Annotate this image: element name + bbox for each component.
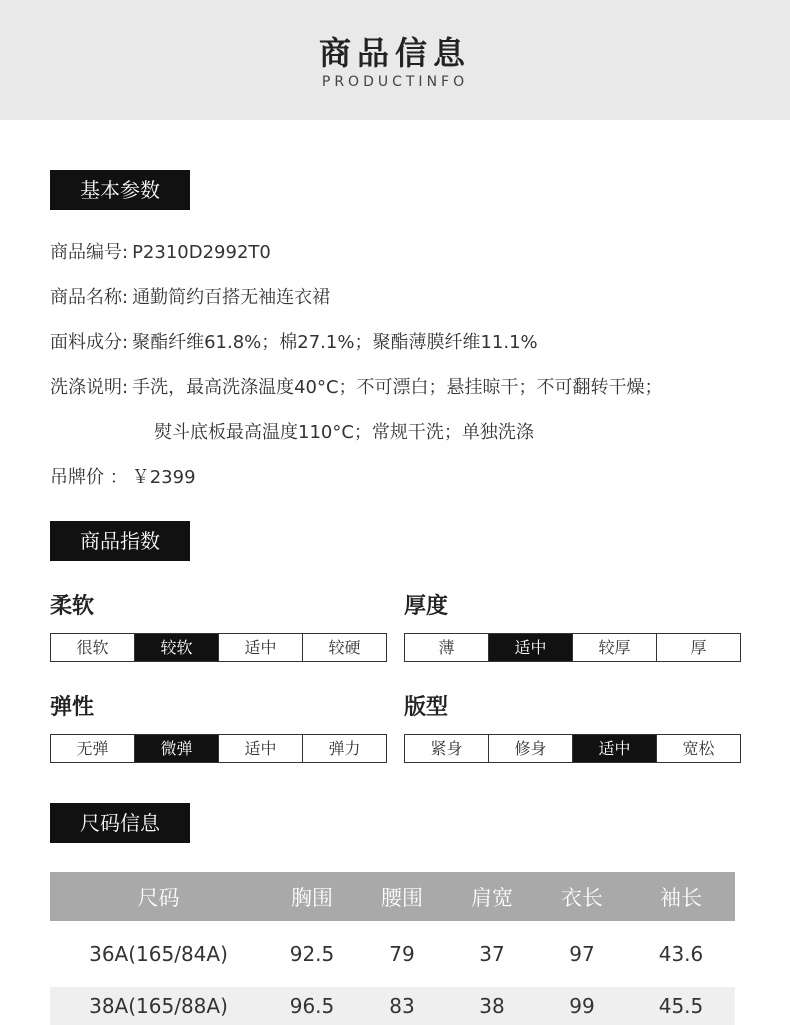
elasticity-scale <box>50 734 387 763</box>
scale-option: 适中 <box>489 634 573 661</box>
header-size: 尺码 <box>50 872 267 921</box>
param-value: 手洗，最高洗涤温度40°C；不可漂白；悬挂晾干；不可翻转干燥； <box>132 377 663 398</box>
table-row <box>50 921 735 987</box>
section-basic-params: 基本参数 <box>50 170 190 210</box>
size-table <box>50 872 735 1025</box>
table-cell: 97 <box>569 942 595 966</box>
index-title-thickness: 厚度 <box>404 594 449 619</box>
scale-option: 适中 <box>573 735 657 762</box>
scale-option: 较软 <box>135 634 219 661</box>
header-title: 商品信息 <box>318 34 471 72</box>
size-table-header-row <box>50 872 735 921</box>
scale-option: 很软 <box>51 634 135 661</box>
header-subtitle: PRODUCTINFO <box>321 74 469 90</box>
param-row-name <box>50 283 330 309</box>
scale-option: 适中 <box>219 634 303 661</box>
scale-option: 修身 <box>489 735 573 762</box>
scale-option: 宽松 <box>682 739 715 758</box>
softness-scale <box>50 633 387 662</box>
header-waist: 腰围 <box>357 872 447 921</box>
scale-option: 微弹 <box>135 735 219 762</box>
param-label: 商品编号: <box>50 242 129 263</box>
table-cell: 36A(165/84A) <box>89 942 228 966</box>
table-cell: 99 <box>537 987 627 1025</box>
param-row-code <box>50 238 271 264</box>
page-header <box>0 0 790 120</box>
param-value: 聚酯纤维61.8%；棉27.1%；聚酯薄膜纤维11.1% <box>132 332 538 353</box>
fit-scale <box>404 734 741 763</box>
scale-option: 适中 <box>219 735 303 762</box>
table-cell: 79 <box>389 942 415 966</box>
table-cell: 38A(165/88A) <box>50 987 267 1025</box>
param-value: 通勤简约百搭无袖连衣裙 <box>132 287 331 308</box>
param-washing-continuation: 熨斗底板最高温度110°C；常规干洗；单独洗涤 <box>154 422 534 443</box>
table-cell: 45.5 <box>627 987 735 1025</box>
table-cell: 38 <box>447 987 537 1025</box>
scale-option: 无弹 <box>51 735 135 762</box>
param-label: 吊牌价 ： <box>50 467 128 488</box>
param-label: 面料成分: <box>50 332 129 353</box>
table-cell: 96.5 <box>267 987 357 1025</box>
scale-option: 较硬 <box>328 638 361 657</box>
param-label: 商品名称: <box>50 287 129 308</box>
table-row <box>50 987 735 1025</box>
scale-option: 弹力 <box>328 739 361 758</box>
scale-option: 厚 <box>690 638 707 657</box>
thickness-scale <box>404 633 741 662</box>
header-shoulder: 肩宽 <box>447 872 537 921</box>
table-cell: 83 <box>357 987 447 1025</box>
param-row-price <box>50 463 196 489</box>
param-value: P2310D2992T0 <box>132 242 271 263</box>
price-value: ￥2399 <box>131 467 196 488</box>
table-cell: 37 <box>479 942 505 966</box>
section-size-info: 尺码信息 <box>50 803 190 843</box>
table-cell: 43.6 <box>658 942 704 966</box>
param-row-fabric <box>50 328 538 354</box>
scale-option: 紧身 <box>405 735 489 762</box>
param-label: 洗涤说明: <box>50 377 129 398</box>
header-length: 衣长 <box>537 872 627 921</box>
index-title-fit: 版型 <box>404 695 449 720</box>
index-title-softness: 柔软 <box>50 594 95 619</box>
param-row-washing <box>50 373 663 399</box>
header-chest: 胸围 <box>267 872 357 921</box>
scale-option: 薄 <box>405 634 489 661</box>
header-sleeve: 袖长 <box>627 872 735 921</box>
table-cell: 92.5 <box>289 942 335 966</box>
scale-option: 较厚 <box>573 634 657 661</box>
index-title-elasticity: 弹性 <box>50 695 95 720</box>
section-product-index: 商品指数 <box>50 521 190 561</box>
